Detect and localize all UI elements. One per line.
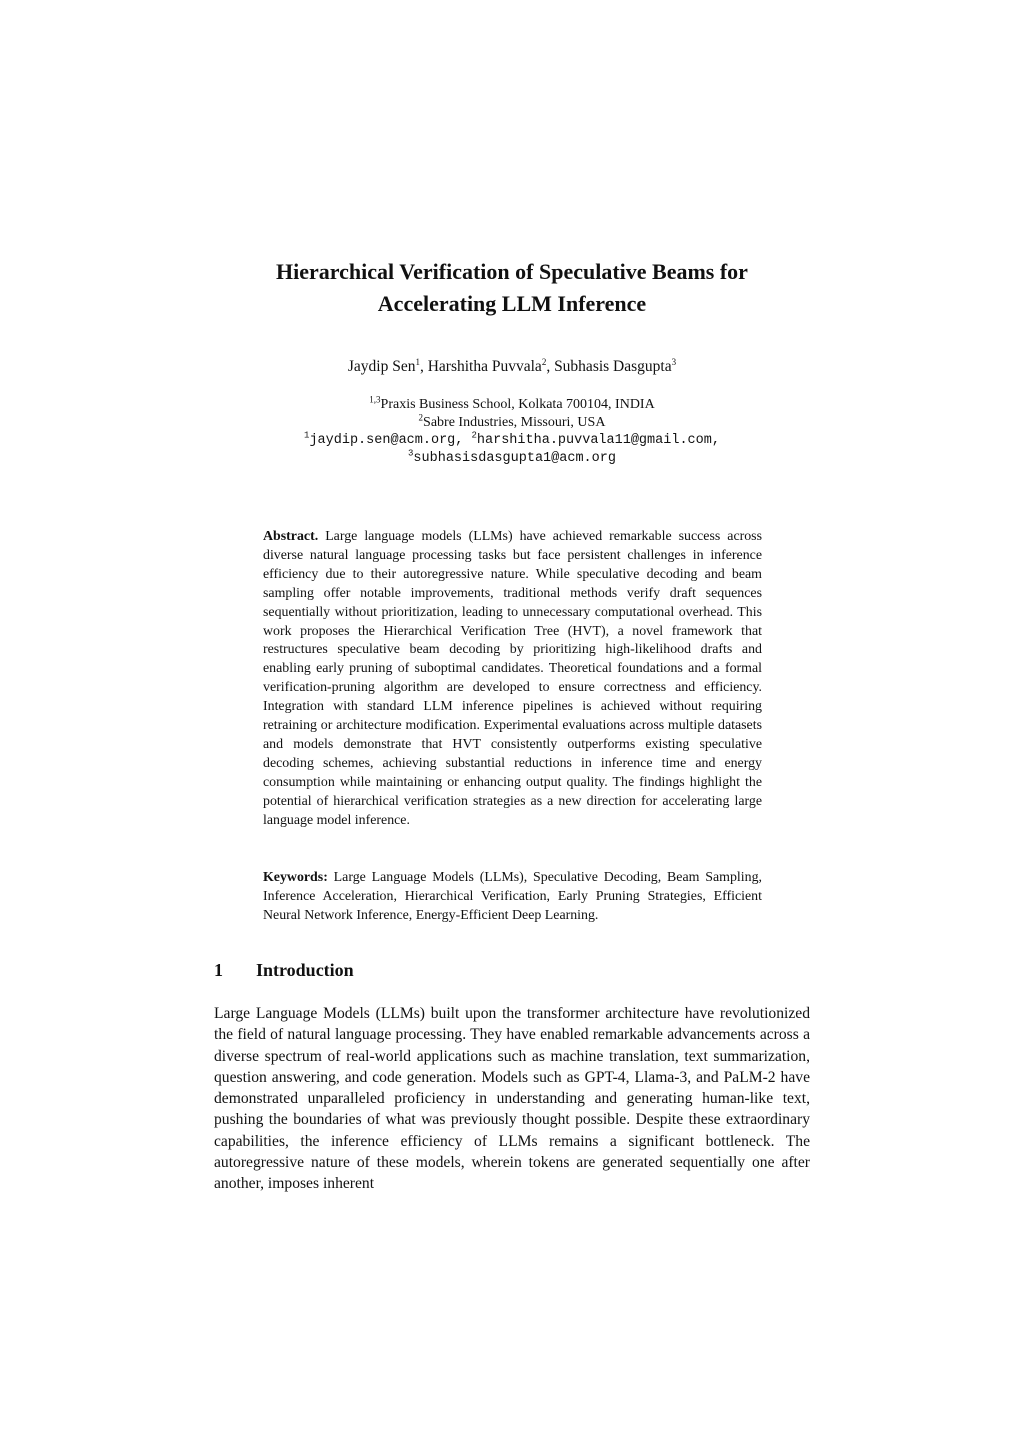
email-line	[0, 432, 1024, 450]
email-line	[0, 450, 1024, 468]
author-name: Jaydip Sen	[347, 358, 416, 375]
affiliation-mark: 1,3	[369, 394, 381, 405]
paper-title	[0, 256, 1024, 320]
author-name: Subhasis Dasgupta	[554, 358, 672, 375]
author-mark: 3	[671, 356, 677, 367]
author-mark: 2	[541, 356, 547, 367]
email-mark: 1	[304, 430, 310, 441]
keywords-text: Large Language Models (LLMs), Speculative Decoding, Beam Sampling, Inference Acceleration, Hierarchical Verification, Early Pruning Strategies, Efficient Neural Network Inference, Energy-Efficient Deep Learning.	[263, 870, 762, 923]
keywords	[263, 869, 762, 926]
abstract	[263, 528, 762, 831]
author-name: Harshitha Puvvala	[427, 358, 542, 375]
affiliation-line	[0, 396, 1024, 414]
affiliation-line	[0, 414, 1024, 432]
section-heading	[214, 958, 810, 982]
title-line-2: Accelerating LLM Inference	[377, 291, 647, 316]
email-address[interactable]: harshitha.puvvala11@gmail.com,	[476, 433, 720, 448]
keywords-label: Keywords:	[263, 870, 328, 885]
abstract-text: Large language models (LLMs) have achieved remarkable success across diverse natural language processing tasks but face persistent challenges in inference efficiency due to their autoregressive nature. While speculative decoding and beam sampling offer notable improvements, traditional methods verify draft sequences sequentially without prioritization, leading to unnecessary computational overhead. This work proposes the Hierarchical Verification Tree (HVT), a novel framework that restructures speculative beam decoding by prioritizing high-likelihood drafts and enabling early pruning of suboptimal candidates. Theoretical foundations and a formal verification-pruning algorithm are developed to ensure correctness and efficiency. Integration with standard LLM inference pipelines is achieved without requiring retraining or architecture modification. Experimental evaluations across multiple datasets and models demonstrate that HVT consistently outperforms existing speculative decoding schemes, achieving substantial reductions in inference time and energy consumption while maintaining or enhancing output quality. The findings highlight the potential of hierarchical verification strategies as a new direction for accelerating large language model inference.	[263, 529, 762, 828]
author-mark: 1	[415, 356, 420, 367]
affiliation-mark: 2	[418, 412, 424, 423]
section-title: Introduction	[256, 960, 354, 980]
author-list: Jaydip Sen$^1$, Harshitha Puvvala$^2$, Subhasis Dasgupta$^3$	[347, 356, 677, 375]
email-address[interactable]: jaydip.sen@acm.org,	[309, 433, 464, 448]
title-line-1: Hierarchical Verification of Speculative Beams for	[276, 259, 748, 284]
email-mark: 3	[408, 448, 414, 459]
email-mark: 2	[471, 430, 477, 441]
affiliation-text: Sabre Industries, Missouri, USA	[423, 415, 606, 430]
intro-paragraph: Large Language Models (LLMs) built upon the transformer architecture have revolutionized the field of natural language processing. They have enabled remarkable advancements across a diverse spectrum of real-world applications such as machine translation, text summarization, question answering, and code generation. Models such as GPT-4, Llama-3, and PaLM-2 have demonstrated unparalleled proficiency in understanding and generating human-like text, pushing the boundaries of what was previously thought possible. Despite these extraordinary capabilities, the inference efficiency of LLMs remains a significant bottleneck. The autoregressive nature of these models, wherein tokens are generated sequentially one after another, imposes inherent	[214, 1005, 810, 1193]
email-address[interactable]: subhasisdasgupta1@acm.org	[413, 451, 616, 466]
abstract-label: Abstract.	[263, 529, 319, 544]
affiliation-text: Praxis Business School, Kolkata 700104, INDIA	[380, 397, 655, 412]
affiliations	[0, 396, 1024, 468]
section-number: 1	[214, 960, 223, 980]
